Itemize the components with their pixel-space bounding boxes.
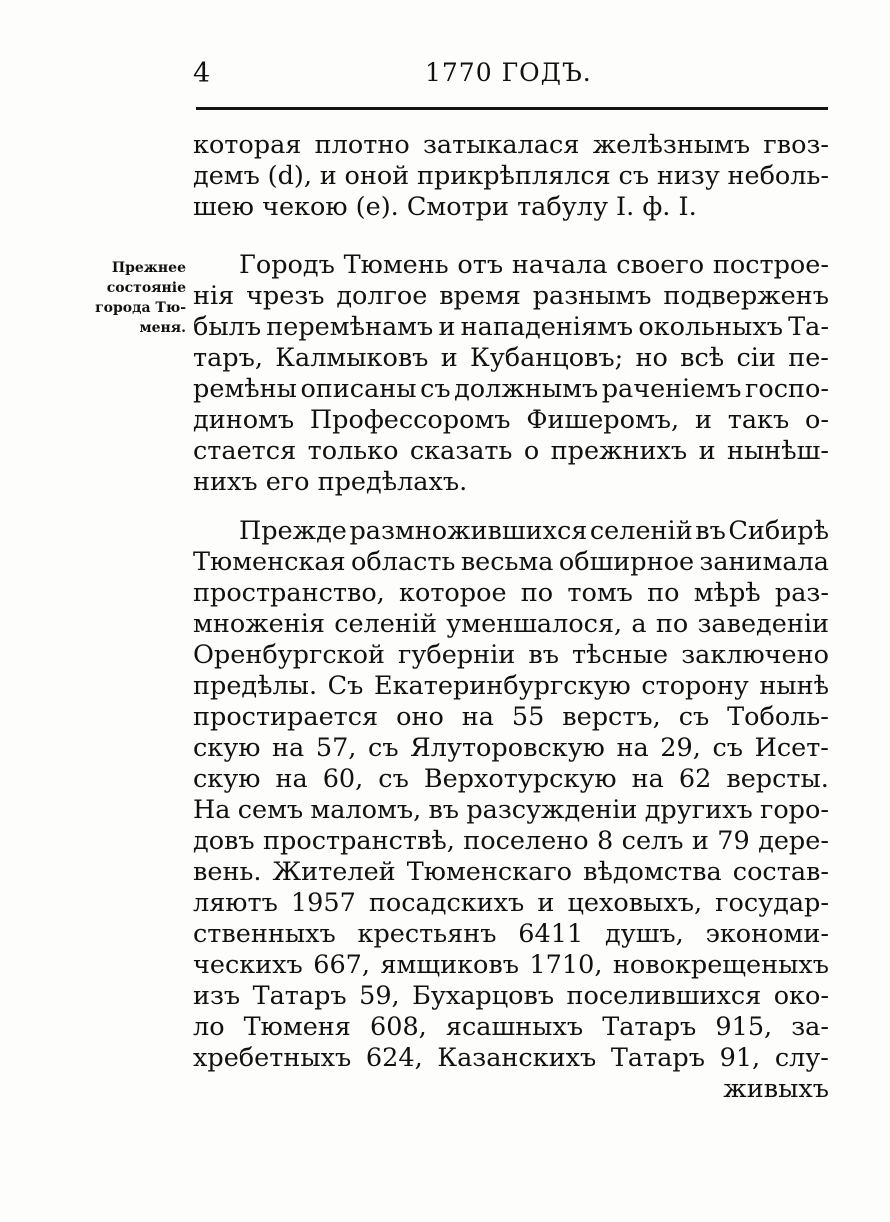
word: заключено [681, 640, 829, 670]
word: неболь- [727, 161, 829, 191]
text-line [193, 950, 829, 981]
word: поселено [463, 826, 589, 856]
word: селеній [334, 609, 438, 639]
word: душъ, [605, 919, 684, 949]
text-line [193, 578, 829, 609]
word: должнымъ [454, 374, 599, 404]
word: 55 [511, 702, 545, 732]
word: Тоболь- [727, 702, 829, 732]
word: отъ [457, 250, 504, 280]
word: Казанскихъ [437, 1043, 597, 1073]
word: раз- [774, 578, 829, 608]
word: Ялуторовскую [410, 733, 605, 763]
word: изъ [193, 981, 241, 1011]
word: ческихъ [193, 950, 303, 980]
word: Татаръ [602, 1012, 697, 1042]
word: Тюмень [343, 250, 449, 280]
word: око- [773, 981, 829, 1011]
word: Жителей [272, 857, 396, 887]
word: и [438, 312, 456, 342]
text-line [193, 130, 829, 161]
word: дере- [758, 826, 829, 856]
word: ляютъ [193, 888, 278, 918]
word: 29, [660, 733, 701, 763]
text-line [193, 733, 829, 764]
word: гвоз- [763, 130, 829, 160]
word: которая [193, 130, 302, 160]
word: въ [695, 516, 726, 546]
word: демъ [193, 161, 260, 191]
word: а [631, 609, 647, 639]
word: и [440, 343, 458, 373]
text-line: нихъ его предѣлахъ. [193, 467, 468, 497]
text-line [193, 547, 829, 578]
word: госпо- [744, 374, 829, 404]
word: губерніи [398, 640, 516, 670]
word: затыкалася [422, 130, 580, 160]
word: Калмыковъ [275, 343, 429, 373]
word: Верхотурскую [423, 764, 617, 794]
word: оной [344, 161, 410, 191]
word: мѣрѣ [693, 578, 761, 608]
text-line [193, 516, 829, 547]
word: крестьянъ [357, 919, 497, 949]
word: новокрещеныхъ [612, 950, 829, 980]
text-line [193, 888, 829, 919]
word: съ [712, 733, 743, 763]
text-line [193, 343, 829, 374]
word: занимала [699, 547, 829, 577]
text-line [193, 671, 829, 702]
word: Та- [788, 312, 829, 342]
text-line [193, 857, 829, 888]
text-line: шею чекою (е). Смотри табулу I. ф. I. [193, 192, 697, 222]
word: нія [193, 281, 235, 311]
word: хребетныхъ [193, 1043, 352, 1073]
word: область [351, 547, 456, 577]
word: 91, [719, 1043, 761, 1073]
word: (d), [267, 161, 312, 191]
word: Фишеромъ, [526, 405, 680, 435]
word: ямщиковъ [380, 950, 519, 980]
word: описаны [300, 374, 417, 404]
word: съ [378, 764, 409, 794]
word: множенія [193, 609, 325, 639]
word: весьма [460, 547, 554, 577]
word: ясашныхъ [445, 1012, 584, 1042]
word: экономи- [705, 919, 829, 949]
word: такъ [727, 405, 790, 435]
word: таръ, [193, 343, 263, 373]
word: раченіемъ [601, 374, 742, 404]
word: по [655, 609, 689, 639]
word: нападеніямъ [460, 312, 634, 342]
word: чрезъ [246, 281, 325, 311]
word: простирается [193, 702, 379, 732]
text-line [193, 312, 829, 343]
word: нынѣш- [727, 436, 829, 466]
word: верстъ, [562, 702, 661, 732]
word: и [691, 826, 709, 856]
word: размножившихся [349, 516, 588, 546]
word: посадскихъ [368, 888, 525, 918]
text-line [193, 405, 829, 436]
word: долгое [336, 281, 428, 311]
word: горо- [759, 795, 829, 825]
word: желѣзнымъ [592, 130, 751, 160]
word: ремѣны [193, 374, 297, 404]
word: построе- [712, 250, 829, 280]
word: своего [616, 250, 705, 280]
word: Бухарцовъ [412, 981, 555, 1011]
paragraph-tyumen-history [193, 250, 829, 498]
word: время [439, 281, 521, 311]
word: Сибирѣ [728, 516, 829, 546]
word: только [307, 436, 399, 466]
word: и [698, 436, 716, 466]
word: семъ [237, 795, 304, 825]
word: тѣсные [572, 640, 669, 670]
word: въ [528, 640, 559, 670]
word: съ [618, 161, 650, 191]
header-rule [196, 107, 828, 110]
word: 79 [717, 826, 750, 856]
word: На [193, 795, 231, 825]
word: и [537, 888, 555, 918]
word: всѣ [680, 343, 725, 373]
word: 57, [315, 733, 357, 763]
word: съ [678, 702, 710, 732]
marginal-note-line: города Тю- [95, 300, 186, 316]
word: уменшалося, [446, 609, 623, 639]
word: прежнихъ [550, 436, 688, 466]
word: ственныхъ [193, 919, 336, 949]
text-line [193, 374, 829, 405]
word: съ [420, 374, 451, 404]
word: 1710, [529, 950, 603, 980]
word: скую [193, 733, 261, 763]
word: селеній [589, 516, 693, 546]
word: 6411 [518, 919, 584, 949]
word: Екатеринбургскую [374, 671, 631, 701]
marginal-note-line: Прежнее [111, 260, 186, 276]
word: разсужденіи [466, 795, 638, 825]
text-line [193, 795, 829, 826]
word: Оренбургской [193, 640, 385, 670]
text-line [193, 826, 829, 857]
word: разнымъ [532, 281, 652, 311]
word: скую [193, 764, 261, 794]
word: перемѣнамъ [266, 312, 434, 342]
word: на [616, 733, 649, 763]
word: государ- [715, 888, 829, 918]
word: прикрѣплялся [416, 161, 611, 191]
word: нынѣ [759, 671, 829, 701]
word: за- [791, 1012, 829, 1042]
word: диномъ [193, 405, 295, 435]
word: Тюменская [193, 547, 346, 577]
word: былъ [193, 312, 262, 342]
word: 608, [370, 1012, 427, 1042]
word: на [631, 764, 664, 794]
word: 60, [322, 764, 364, 794]
word: пространство, [193, 578, 385, 608]
paragraph-tyumen-region [193, 516, 829, 1105]
marginal-note [82, 258, 186, 338]
text-line [193, 161, 829, 192]
word: Татаръ [252, 981, 347, 1011]
word: сіи [736, 343, 776, 373]
word: по [647, 578, 680, 608]
word: маломъ, [310, 795, 422, 825]
word: Исет- [754, 733, 829, 763]
word: состав- [732, 857, 829, 887]
word: окольныхъ [638, 312, 783, 342]
word: и [319, 161, 337, 191]
word: начала [511, 250, 608, 280]
word: томъ [567, 578, 633, 608]
word: но [635, 343, 668, 373]
word: на [272, 733, 305, 763]
word: 8 [597, 826, 614, 856]
word: съ [368, 733, 399, 763]
word: о- [805, 405, 829, 435]
word: Городъ [239, 250, 335, 280]
text-line [193, 436, 829, 467]
word: ло [193, 1012, 225, 1042]
word: плотно [314, 130, 410, 160]
word: Татаръ [610, 1043, 705, 1073]
word: и [694, 405, 712, 435]
word: цеховыхъ, [567, 888, 703, 918]
word: поселившихся [566, 981, 762, 1011]
word: Профессоромъ [309, 405, 511, 435]
word: Прежде [239, 516, 347, 546]
word: 624, [365, 1043, 423, 1073]
word: на [461, 702, 494, 732]
word: вѣдомства [583, 857, 722, 887]
word: которое [399, 578, 507, 608]
word: Тюменя [243, 1012, 351, 1042]
text-line [193, 981, 829, 1012]
word: сторону [641, 671, 749, 701]
text-line [193, 640, 829, 671]
word: стается [193, 436, 297, 466]
text-line [193, 919, 829, 950]
word: 62 [678, 764, 712, 794]
word: Съ [327, 671, 364, 701]
word: другихъ [644, 795, 753, 825]
word: довъ [193, 826, 255, 856]
word: подверженъ [663, 281, 829, 311]
text-line [193, 1012, 829, 1043]
catchword: живыхъ [723, 1074, 829, 1104]
word: вень. [193, 857, 262, 887]
word: 1957 [290, 888, 356, 918]
text-line [193, 250, 829, 281]
word: слу- [774, 1043, 829, 1073]
word: пространствѣ, [263, 826, 455, 856]
word: на [275, 764, 308, 794]
word: селъ [621, 826, 684, 856]
word: въ [428, 795, 460, 825]
word: пе- [788, 343, 829, 373]
word: 915, [715, 1012, 773, 1042]
text-line [193, 1043, 829, 1074]
word: по [520, 578, 554, 608]
running-head: 1770 ГОДЪ. [425, 58, 592, 87]
text-line [193, 764, 829, 795]
word: Кубанцовъ; [470, 343, 624, 373]
word: 59, [359, 981, 400, 1011]
text-line [193, 702, 829, 733]
word: Тюменскаго [406, 857, 573, 887]
word: 667, [313, 950, 371, 980]
text-line [193, 281, 829, 312]
word: обширное [558, 547, 695, 577]
marginal-note-line: состояніе [106, 280, 186, 296]
paragraph-continuation [193, 130, 829, 223]
word: предѣлы. [193, 671, 318, 701]
marginal-note-line: меня. [139, 320, 186, 336]
word: оно [396, 702, 444, 732]
word: сказать [409, 436, 513, 466]
word: низу [656, 161, 720, 191]
page-number: 4 [193, 58, 211, 89]
text-line [193, 609, 829, 640]
word: заведеніи [697, 609, 829, 639]
word: о [523, 436, 540, 466]
word: версты. [726, 764, 829, 794]
